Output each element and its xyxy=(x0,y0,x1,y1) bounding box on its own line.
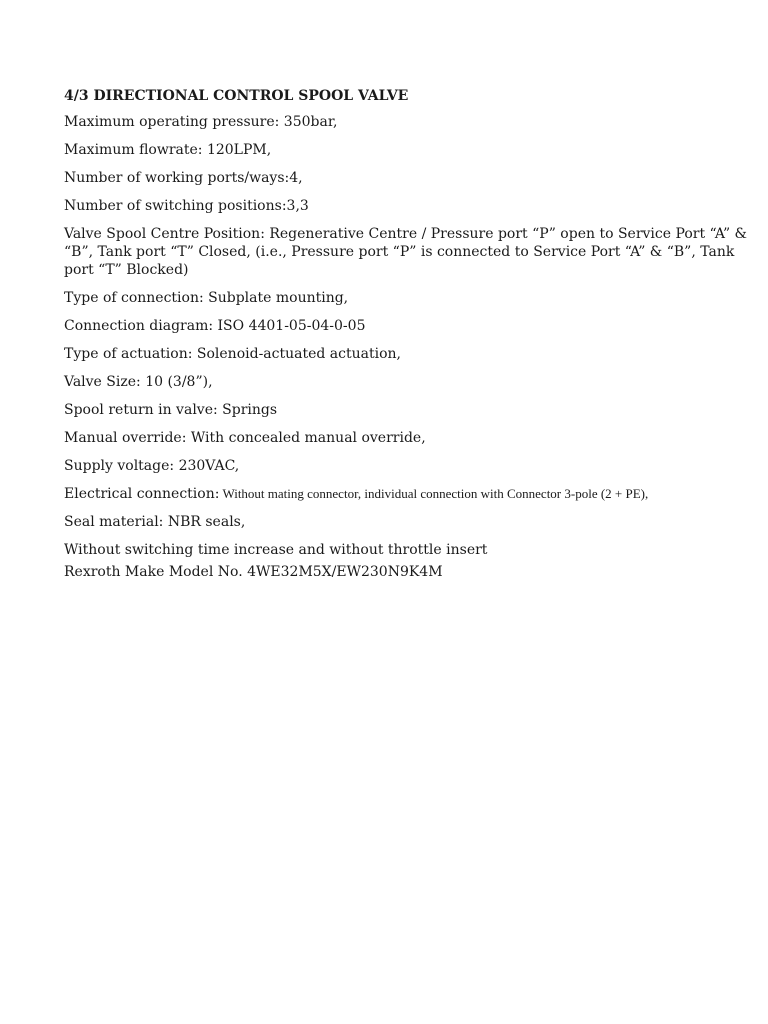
spec-line-connection-diagram: Connection diagram: ISO 4401-05-04-0-05 xyxy=(64,318,366,334)
electrical-connection-value: Without mating connector, individual connection with Connector 3-pole (2 + PE), xyxy=(219,486,649,501)
electrical-connection-label: Electrical connection: xyxy=(64,486,220,502)
spec-line-valve-size: Valve Size: 10 (3/8”), xyxy=(64,374,213,390)
document-title: 4/3 DIRECTIONAL CONTROL SPOOL VALVE xyxy=(64,88,409,104)
spec-line-working-ports: Number of working ports/ways:4, xyxy=(64,170,303,186)
spec-line-max-pressure: Maximum operating pressure: 350bar, xyxy=(64,114,338,130)
spec-line-actuation-type: Type of actuation: Solenoid-actuated actuation, xyxy=(64,346,401,362)
spec-line-switching-time: Without switching time increase and without throttle insert xyxy=(64,542,488,558)
spec-line-model-number: Rexroth Make Model No. 4WE32M5X/EW230N9K4M xyxy=(64,564,443,580)
spec-line-spool-centre-position: Valve Spool Centre Position: Regenerative Centre / Pressure port “P” open to Service Port “A” & “B”, Tank port “T” Closed, (i.e., Pressure port “P” is connected to Service Port “A” & “B”, Tank port “T” Blocked) xyxy=(64,226,748,278)
spec-line-supply-voltage: Supply voltage: 230VAC, xyxy=(64,458,240,474)
spec-line-switching-positions: Number of switching positions:3,3 xyxy=(64,198,309,214)
spec-line-connection-type: Type of connection: Subplate mounting, xyxy=(64,290,349,306)
spec-line-max-flowrate: Maximum flowrate: 120LPM, xyxy=(64,142,272,158)
spec-line-electrical-connection xyxy=(64,485,754,503)
spec-line-seal-material: Seal material: NBR seals, xyxy=(64,514,246,530)
spec-line-spool-return: Spool return in valve: Springs xyxy=(64,402,278,418)
spec-line-manual-override: Manual override: With concealed manual override, xyxy=(64,430,426,446)
document-page xyxy=(64,86,754,591)
